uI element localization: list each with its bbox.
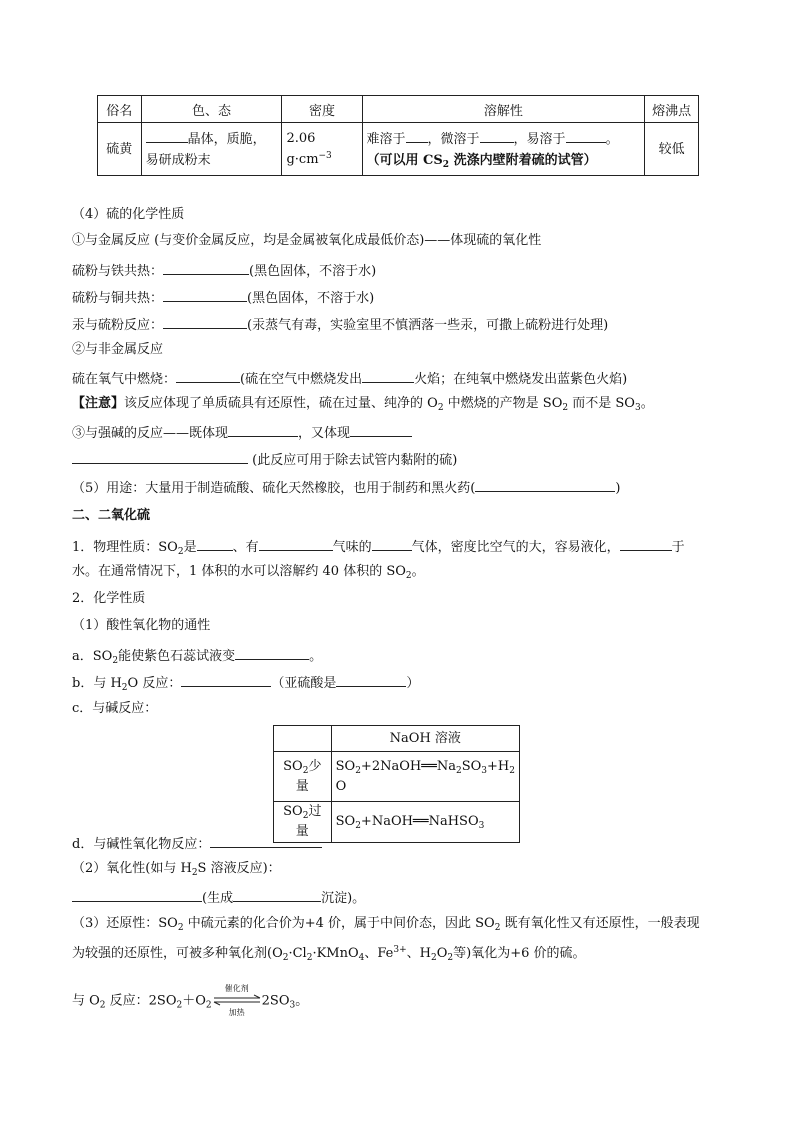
fill-blank[interactable] (566, 128, 606, 143)
table2-header: NaOH 溶液 (331, 726, 519, 752)
fill-blank[interactable] (350, 422, 412, 437)
reversible-arrow-icon: 催化剂 加热 (212, 992, 262, 1010)
fill-blank[interactable] (475, 477, 615, 492)
base-reaction-heading: c．与碱反应： (72, 701, 158, 716)
fill-blank[interactable] (228, 422, 298, 437)
physical-property-line-2: 水。在通常情况下，1 体积的水可以溶解约 40 体积的 $SO_2$。 (72, 564, 425, 581)
fill-blank[interactable] (620, 536, 672, 551)
fill-blank[interactable] (336, 672, 406, 687)
header-solubility: 溶解性 (362, 96, 645, 123)
fill-blank[interactable] (72, 449, 248, 464)
oxidizing-line: (生成 沉淀)。 (72, 887, 365, 908)
cell-boiling: 较低 (645, 123, 699, 176)
cell-name: 硫黄 (98, 123, 142, 176)
acidic-oxide-heading: （1）酸性氧化物的通性 (72, 618, 211, 633)
strong-base-line: ③与强碱的反应——既体现 ，又体现 (72, 422, 412, 443)
row-so2-small: $SO_2$少量 (274, 752, 332, 802)
litmus-line: a．$SO_2$能使紫色石蕊试液变 。 (72, 645, 322, 666)
row-so2-excess-equation: $SO_2+NaOH══NaHSO_3$ (331, 802, 519, 843)
section-2-title: 二、二氧化硫 (72, 508, 151, 523)
fill-blank[interactable] (235, 645, 309, 660)
so2-naoh-table (273, 725, 520, 843)
cell-color-state: 晶体，质脆， 易研成粉末 (141, 123, 282, 176)
fill-blank[interactable] (72, 887, 202, 902)
cell-density: 2.06 $g\cdot cm^{-3}$ (282, 123, 362, 176)
header-density: 密度 (282, 96, 362, 123)
physical-property-line: 1．物理性质：$SO_2$是 、有 气味的 气体，密度比空气的大，容易液化， 于 (72, 536, 685, 557)
row-so2-excess: $SO_2$过量 (274, 802, 332, 843)
fill-blank[interactable] (197, 536, 233, 551)
chemical-property-heading: 2．化学性质 (72, 591, 146, 606)
reducing-line-2: 为较强的还原性，可被多种氧化剂($O_2\cdot Cl_2\cdot KMnO_4$、$Fe^{3+}$、$H_2O_2$等)氧化为+6 价的硫。 (72, 945, 586, 963)
fill-blank[interactable] (362, 368, 414, 383)
oxygen-combustion-line: 硫在氧气中燃烧： (硫在空气中燃烧发出 火焰；在纯氧中燃烧发出蓝紫色火焰) (72, 368, 627, 389)
oxidizing-heading: （2）氧化性(如与 $H_2S$ 溶液反应)： (72, 861, 281, 878)
fill-blank[interactable] (480, 128, 514, 143)
row-so2-small-equation: $SO_2+2NaOH══Na_2SO_3+H_2$ O (331, 752, 519, 802)
copper-reaction-line: 硫粉与铜共热： (黑色固体，不溶于水) (72, 287, 374, 308)
basic-oxide-line: d．与碱性氧化物反应： (72, 833, 322, 854)
note-line: 【注意】该反应体现了单质硫具有还原性，硫在过量、纯净的 $O_2$ 中燃烧的产物是 $SO_2$ 而不是 $SO_3$。 (72, 396, 654, 413)
iron-reaction-line: 硫粉与铁共热： (黑色固体，不溶于水) (72, 260, 376, 281)
fill-blank[interactable] (163, 287, 247, 302)
section-4-title: （4）硫的化学性质 (72, 207, 185, 222)
fill-blank[interactable] (372, 536, 412, 551)
fill-blank[interactable] (233, 887, 321, 902)
mercury-reaction-line: 汞与硫粉反应： (汞蒸气有毒，实验室里不慎洒落一些汞，可撒上硫粉进行处理) (72, 314, 608, 335)
o2-reaction-line: 与 $O_2$ 反应：$2SO_2+O_2$ 催化剂 加热 $2SO_3$。 (72, 984, 309, 1017)
fill-blank[interactable] (210, 833, 322, 848)
sulfur-properties-table (97, 95, 699, 176)
nonmetal-reaction-heading: ②与非金属反应 (72, 342, 164, 357)
fill-blank[interactable] (406, 128, 428, 143)
reducing-line: （3）还原性：$SO_2$ 中硫元素的化合价为+4 价，属于中间价态，因此 $SO_2$ 既有氧化性又有还原性，一般表现 (72, 916, 700, 933)
header-color-state: 色、态 (141, 96, 282, 123)
water-reaction-line: b．与 $H_2O$ 反应： （亚硫酸是 ） (72, 672, 419, 693)
fill-blank[interactable] (176, 368, 240, 383)
fill-blank[interactable] (163, 260, 249, 275)
uses-line: （5）用途：大量用于制造硫酸、硫化天然橡胶，也用于制药和黑火药( ) (72, 477, 620, 498)
fill-blank[interactable] (181, 672, 271, 687)
header-common-name: 俗名 (98, 96, 142, 123)
fill-blank[interactable] (146, 128, 188, 143)
fill-blank[interactable] (259, 536, 333, 551)
metal-reaction-heading: ①与金属反应 (与变价金属反应，均是金属被氧化成最低价态)——体现硫的氧化性 (72, 233, 542, 248)
strong-base-line-2: (此反应可用于除去试管内黏附的硫) (72, 449, 457, 470)
header-boiling-point: 熔沸点 (645, 96, 699, 123)
fill-blank[interactable] (163, 314, 247, 329)
table2-corner (274, 726, 332, 752)
cell-solubility: 难溶于 ，微溶于 ，易溶于 。 （可以用 $CS_2$ 洗涤内壁附着硫的试管） (362, 123, 645, 176)
